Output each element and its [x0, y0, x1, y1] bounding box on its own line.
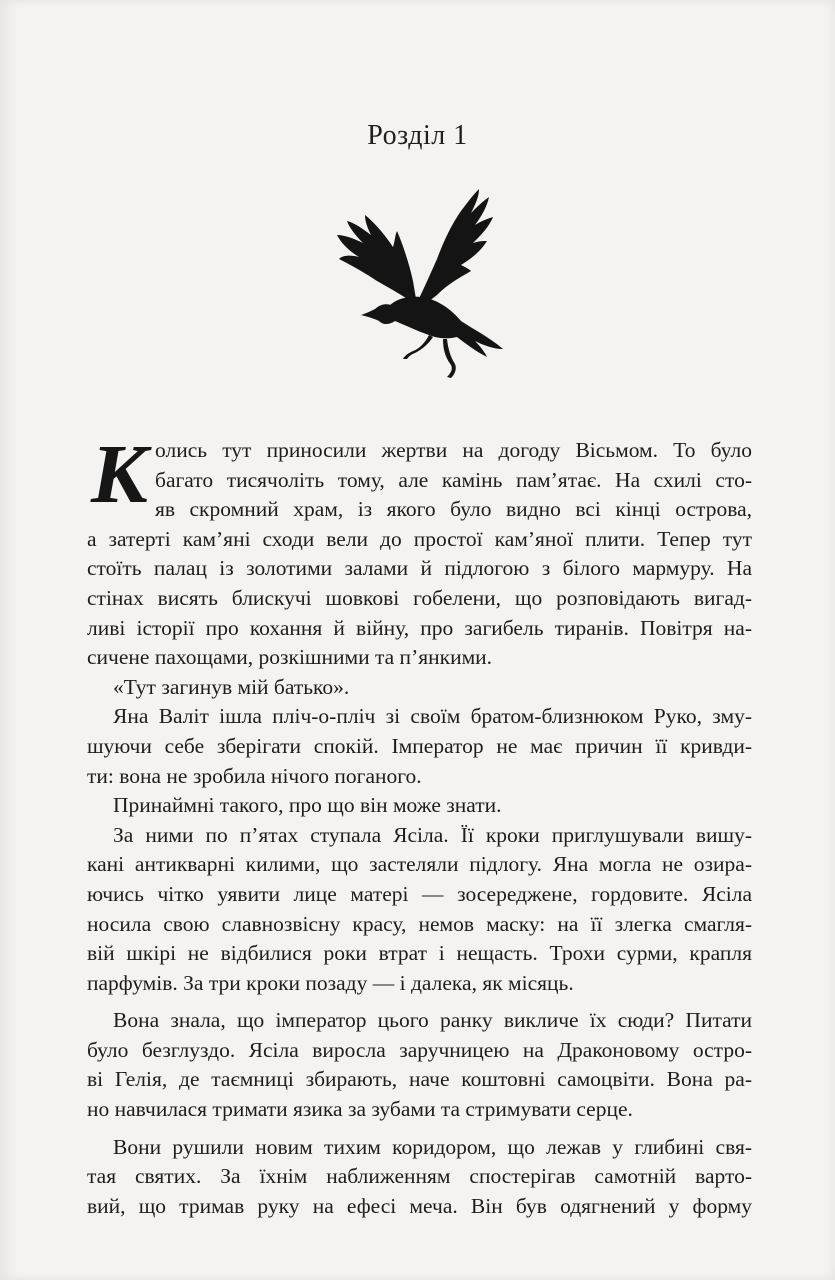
text-line: но навчилася тримати язика за зубами та стримувати серце. — [87, 1097, 633, 1122]
text-line: шуючи себе зберігати спокій. Імператор не має причин її кривди- — [87, 733, 752, 758]
text-line: ливі історії про кохання й війну, про загибель тиранів. Повітря на- — [87, 615, 752, 640]
svg-text:К: К — [91, 432, 148, 516]
text-line: ти: вона не зробила нічого поганого. — [87, 763, 422, 788]
text-line: носила свою славнозвісну красу, немов маску: на її злегка смагля- — [87, 911, 752, 936]
text-line: За ними по п’ятах ступала Ясіла. Її кроки приглушували вишу- — [113, 822, 752, 847]
text-line: Вони рушили новим тихим коридором, що лежав у глибині свя- — [113, 1134, 752, 1159]
text-line: Вона знала, що імператор цього ранку викличе їх сюди? Питати — [113, 1008, 752, 1033]
raven-illustration-icon — [333, 185, 508, 380]
text-line: багато тисячоліть тому, але камінь пам’ятає. На схилі сто- — [155, 467, 752, 492]
text-line: стінах висять блискучі шовкові гобелени, що розповідають вигад- — [87, 585, 752, 610]
text-line: олись тут приносили жертви на догоду Вісьмом. То було — [155, 438, 752, 462]
body-text — [87, 436, 752, 1221]
text-line: ючись чітко уявити лице матері — зосереджене, гордовите. Ясіла — [87, 881, 752, 906]
text-line: тая святих. За їхнім наближенням спостерігав самотній варто- — [87, 1164, 752, 1189]
text-line: Яна Валіт ішла пліч-о-пліч зі своїм братом-близнюком Руко, зму- — [113, 704, 752, 729]
text-line: стоїть палац із золотими залами й підлогою з білого мармуру. На — [87, 556, 752, 581]
text-line: «Тут загинув мій батько». — [113, 674, 350, 699]
text-line: кані антикварні килими, що застеляли підлогу. Яна могла не озира- — [87, 852, 752, 877]
text-line: вій шкірі не відбилися роки втрат і нещасть. Трохи сурми, крапля — [87, 941, 752, 966]
text-line: було безглуздо. Ясіла виросла заручницею на Драконовому остро- — [87, 1037, 752, 1062]
text-line: ві Гелія, де таємниці збирають, наче коштовні самоцвіти. Вона ра- — [87, 1067, 752, 1092]
chapter-title: Розділ 1 — [367, 120, 468, 151]
text-line: сичене пахощами, розкішними та п’янкими. — [87, 645, 493, 670]
text-line: а затерті кам’яні сходи вели до простої кам’яної плити. Тепер тут — [87, 526, 752, 551]
text-line: вий, що тримав руку на ефесі меча. Він був одягнений у форму — [87, 1193, 752, 1218]
text-line: Принаймні такого, про що він може знати. — [113, 793, 502, 818]
text-line: парфумів. За три кроки позаду — і далека, як місяць. — [87, 970, 574, 995]
text-line: яв скромний храм, із якого було видно всі кінці острова, — [155, 497, 752, 522]
